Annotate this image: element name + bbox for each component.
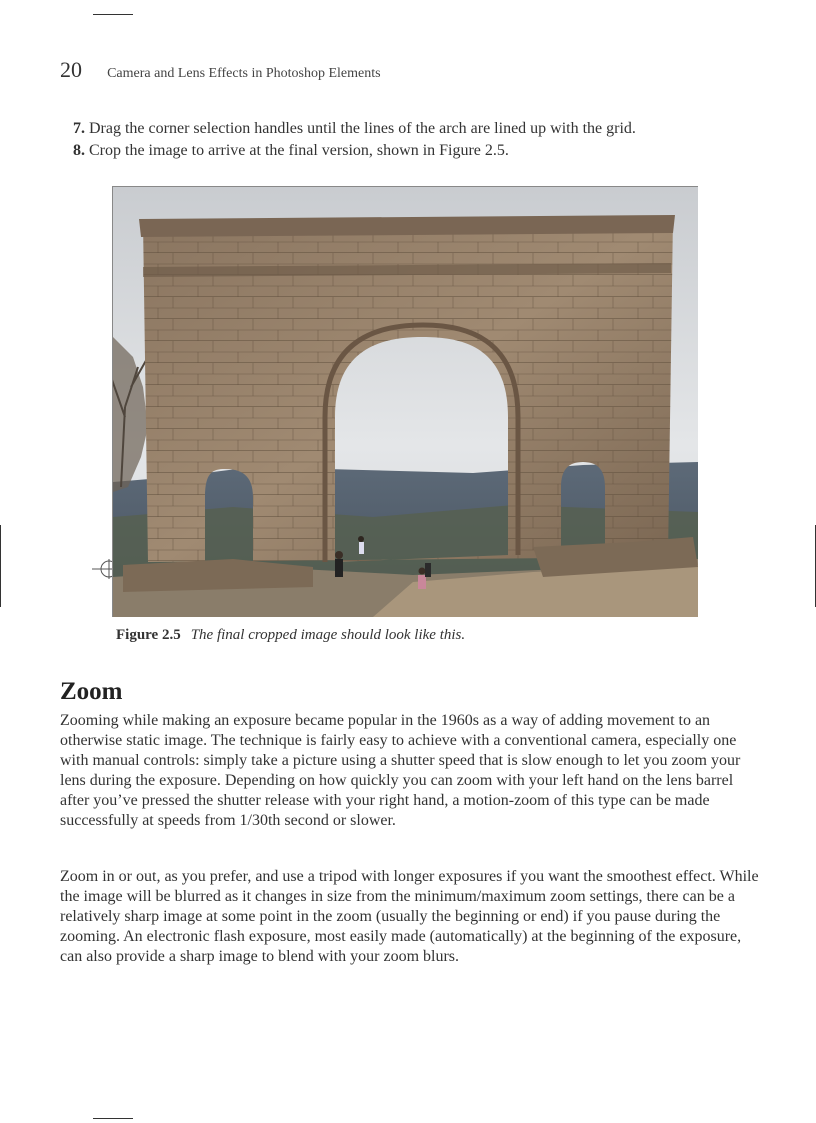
figure-image	[112, 186, 698, 617]
body-paragraph: Zooming while making an exposure became popular in the 1960s as a way of adding movement to an otherwise static image. The technique is fairly easy to achieve with a conventional camera, especially one with manual controls: simply take a picture using a shutter speed that is slow enough to let you zoom your lens during the exposure. Depending on how quickly you can zoom with your left hand on the lens barrel after you’ve pressed the shutter release with your right hand, a motion-zoom of this type can be made successfully at speeds from 1/30th second or slower.	[60, 712, 741, 829]
crop-mark-top	[93, 14, 133, 15]
running-title: Camera and Lens Effects in Photoshop Elements	[107, 66, 381, 81]
step-list	[73, 118, 773, 162]
step-item	[73, 118, 773, 140]
arch-photo	[113, 187, 698, 617]
figure-label: Figure 2.5	[116, 627, 181, 643]
body-paragraph: Zoom in or out, as you prefer, and use a tripod with longer exposures if you want the smoothest effect. While the image will be blurred as it changes in size from the minimum/maximum zoom settings, there can be a relatively sharp image at some point in the zoom (usually the beginning or end) if you pause during the zooming. An electronic flash exposure, most easily made (automatically) at the beginning of the exposure, can also provide a sharp image to blend with your zoom blurs.	[60, 868, 759, 965]
step-number: 7.	[73, 120, 85, 137]
crop-mark-left	[0, 525, 1, 607]
step-text: Crop the image to arrive at the final version, shown in Figure 2.5.	[89, 142, 509, 159]
step-number: 8.	[73, 142, 85, 159]
section-heading: Zoom	[60, 678, 123, 705]
figure-caption-text: The final cropped image should look like this.	[190, 627, 466, 643]
step-text: Drag the corner selection handles until the lines of the arch are lined up with the grid.	[89, 120, 636, 137]
step-item	[73, 140, 773, 162]
page-number: 20	[60, 57, 82, 82]
figure-caption	[116, 627, 465, 644]
crop-mark-bottom	[93, 1118, 133, 1119]
running-head	[60, 57, 381, 83]
